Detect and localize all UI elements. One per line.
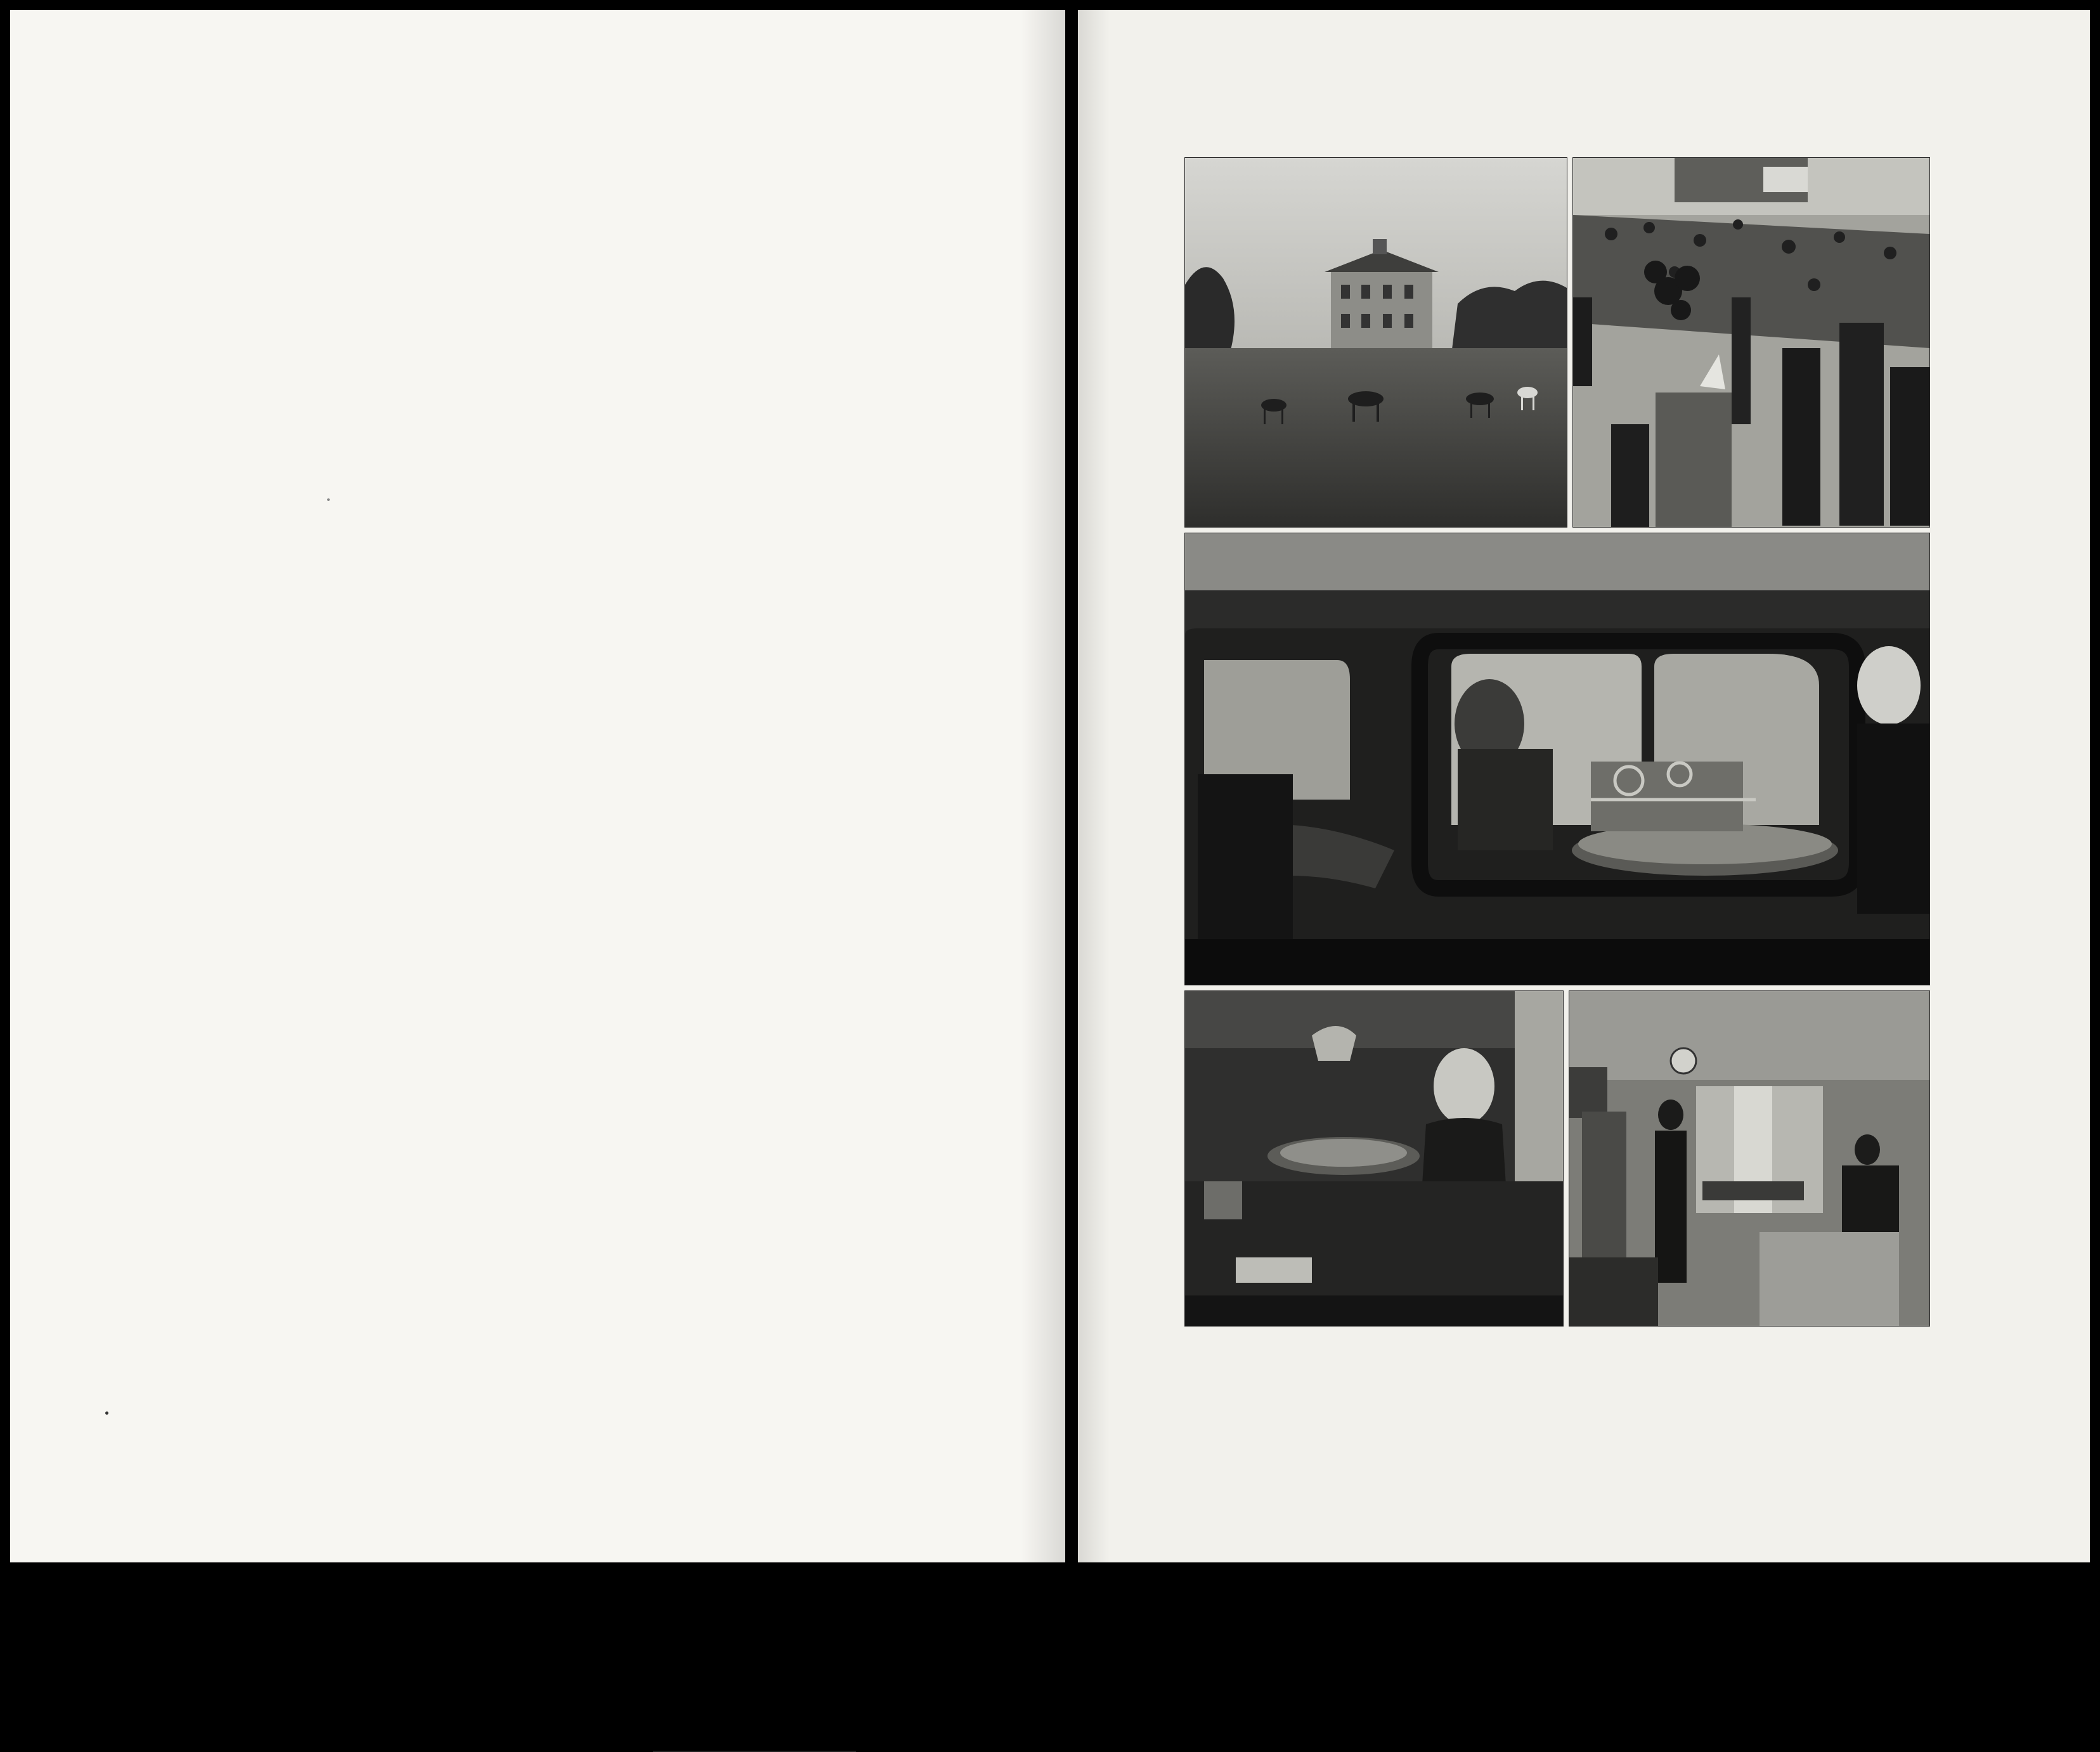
left-page bbox=[10, 10, 1065, 1562]
running-head-right bbox=[1243, 105, 1249, 131]
radio-van-image bbox=[1185, 533, 1929, 985]
right-page bbox=[1078, 10, 2090, 1562]
photo-radio-van bbox=[1184, 533, 1930, 985]
bakken-crowd-image bbox=[1573, 158, 1929, 527]
photo-broadcast-studio bbox=[1569, 990, 1930, 1327]
paper-speck bbox=[105, 1411, 108, 1415]
photo-bakken-crowd bbox=[1572, 157, 1930, 528]
testing-records-image bbox=[1185, 991, 1563, 1326]
eremitage-deer-image bbox=[1185, 158, 1567, 527]
paper-speck bbox=[327, 498, 330, 501]
running-head-left bbox=[176, 105, 185, 131]
broadcast-hours-table bbox=[266, 1117, 856, 1193]
photo-eremitage-deer bbox=[1184, 157, 1567, 528]
table-total-row bbox=[266, 1167, 856, 1193]
spine-shadow bbox=[1021, 10, 1065, 1562]
table-header bbox=[266, 1117, 856, 1167]
spine-shadow bbox=[1078, 10, 1110, 1562]
photo-testing-records bbox=[1184, 990, 1564, 1327]
broadcast-studio-image bbox=[1569, 991, 1929, 1326]
